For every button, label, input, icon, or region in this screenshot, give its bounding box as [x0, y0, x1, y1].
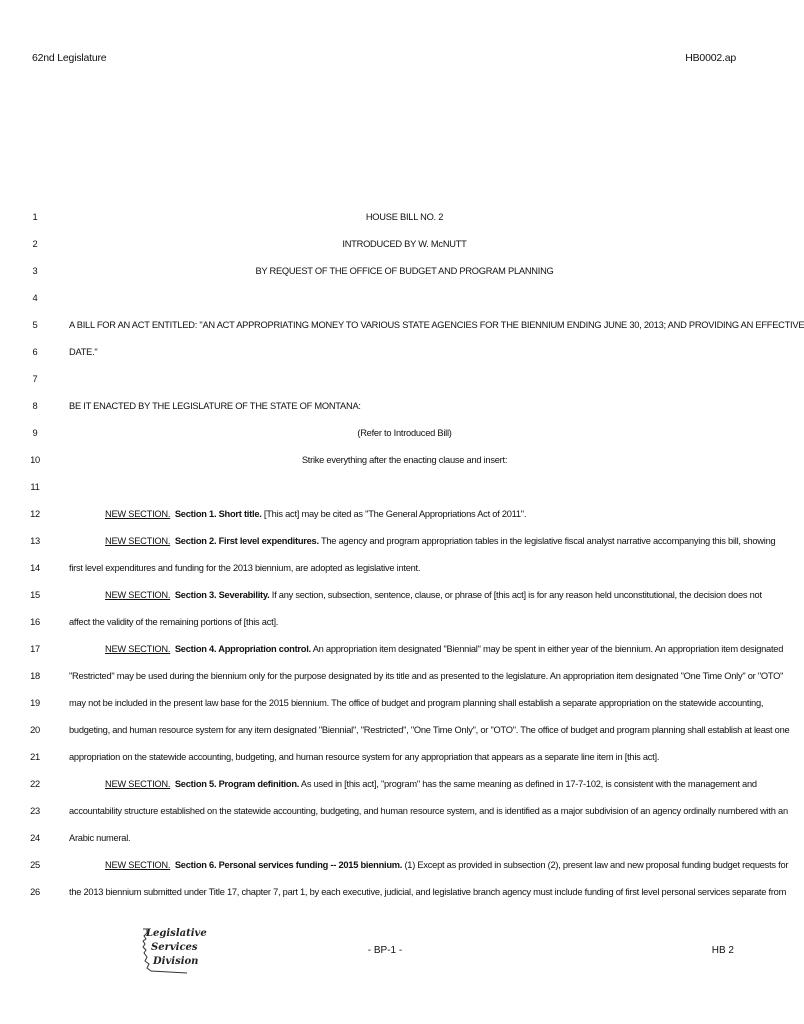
section-text: the 2013 biennium submitted under Title 17, chapter 7, part 1, by each executive, judicial, and legislative branch agency must include funding of first level personal services separate from [69, 887, 787, 897]
line-15 [0, 590, 770, 604]
section-text: As used in [this act], "program" has the same meaning as defined in 17-7-102, is consistent with the management and [299, 779, 757, 789]
line-number: 3 [32, 266, 38, 276]
line-number: 11 [30, 482, 40, 492]
line-18 [0, 671, 784, 685]
line-number: 4 [32, 293, 38, 303]
section-heading: Section 3. Severability. [174, 590, 270, 600]
line-24 [0, 833, 770, 847]
section-text: accountability structure established on the statewide accounting, budgeting, and human resource system, and is identified as a major subdivision of an agency ordinally numbered with an [69, 806, 788, 816]
line-number: 1 [32, 212, 38, 222]
section-text: appropriation on the statewide accounting, budgeting, and human resource system for any appropriation that appears as a separate line item in [this act]. [69, 752, 660, 762]
line-number: 19 [30, 698, 40, 708]
logo-line-3: Division [153, 956, 199, 967]
line-number: 21 [30, 752, 40, 762]
line-number: 12 [30, 509, 40, 519]
line-21 [0, 752, 770, 766]
line-number: 15 [30, 590, 40, 600]
line-13 [0, 536, 776, 550]
act-title-text: A BILL FOR AN ACT ENTITLED: "AN ACT APPROPRIATING MONEY TO VARIOUS STATE AGENCIES FOR THE BIENNIUM ENDING JUNE 30, 2013; AND PROVIDING AN EFFECTIVE [69, 320, 804, 330]
section-text: first level expenditures and funding for the 2013 biennium, are adopted as legislative intent. [69, 563, 421, 573]
new-section-label: NEW SECTION. [105, 860, 171, 870]
new-section-label: NEW SECTION. [105, 509, 171, 519]
line-number: 24 [30, 833, 40, 843]
line-12 [0, 509, 770, 523]
file-id-header: HB0002.ap [685, 52, 736, 64]
introduced-by: INTRODUCED BY W. McNUTT [342, 239, 467, 249]
section-heading: Section 5. Program definition. [174, 779, 300, 789]
line-number: 14 [30, 563, 40, 573]
line-5 [0, 320, 804, 334]
section-text: If any section, subsection, sentence, clause, or phrase of [this act] is for any reason held unconstitutional, the decision does not [269, 590, 762, 600]
line-number: 10 [30, 455, 40, 465]
line-number: 8 [32, 401, 38, 411]
section-text: budgeting, and human resource system for any item designated "Biennial", "Restricted", "One Time Only", or "OTO". The office of budget and program planning shall establish at least one [69, 725, 790, 735]
act-title-text: DATE." [69, 347, 98, 357]
line-11 [0, 482, 770, 496]
section-text: (1) Except as provided in subsection (2), present law and new proposal funding budget requests for [402, 860, 789, 870]
section-3 [105, 590, 762, 600]
line-7 [0, 374, 770, 388]
section-heading: Section 6. Personal services funding -- 2015 biennium. [174, 860, 403, 870]
section-text: affect the validity of the remaining portions of [this act]. [69, 617, 279, 627]
line-number: 9 [32, 428, 38, 438]
section-text: Arabic numeral. [69, 833, 131, 843]
line-number: 13 [30, 536, 40, 546]
line-4 [0, 293, 770, 307]
line-10 [0, 455, 770, 469]
line-number: 16 [30, 617, 40, 627]
logo-line-1: Legislative [146, 928, 207, 939]
line-number: 26 [30, 887, 40, 897]
line-9 [0, 428, 770, 442]
section-4 [105, 644, 784, 654]
line-number: 23 [30, 806, 40, 816]
bill-title: HOUSE BILL NO. 2 [365, 212, 444, 222]
refer-note: (Refer to Introduced Bill) [357, 428, 452, 438]
section-6 [105, 860, 789, 870]
amendment-instruction: Strike everything after the enacting clause and insert: [301, 455, 508, 465]
line-8 [0, 401, 770, 415]
section-text: [This act] may be cited as "The General Appropriations Act of 2011". [261, 509, 527, 519]
section-text: The agency and program appropriation tables in the legislative fiscal analyst narrative accompanying this bill, showing [318, 536, 776, 546]
line-20 [0, 725, 790, 739]
line-number: 25 [30, 860, 40, 870]
line-1 [0, 212, 770, 226]
section-2 [105, 536, 776, 546]
page-number: - BP-1 - [367, 945, 403, 956]
line-17 [0, 644, 784, 658]
line-number: 18 [30, 671, 40, 681]
legislature-header: 62nd Legislature [32, 52, 107, 64]
line-3 [0, 266, 770, 280]
line-14 [0, 563, 770, 577]
section-text: An appropriation item designated "Biennial" may be spent in either year of the biennium. An appropriation item designated [310, 644, 784, 654]
section-1 [105, 509, 740, 519]
line-number: 17 [30, 644, 40, 654]
line-23 [0, 806, 788, 820]
section-5 [105, 779, 757, 789]
new-section-label: NEW SECTION. [105, 644, 171, 654]
line-number: 6 [32, 347, 38, 357]
bill-number-footer: HB 2 [711, 945, 734, 956]
line-number: 5 [32, 320, 38, 330]
section-heading: Section 2. First level expenditures. [174, 536, 319, 546]
logo-line-2: Services [151, 942, 198, 953]
section-text: may not be included in the present law base for the 2015 biennium. The office of budget and program planning shall establish a separate appropriation on the statewide accounting, [69, 698, 764, 708]
line-25 [0, 860, 789, 874]
enacting-clause: BE IT ENACTED BY THE LEGISLATURE OF THE STATE OF MONTANA: [69, 401, 361, 411]
by-request-of: BY REQUEST OF THE OFFICE OF BUDGET AND PROGRAM PLANNING [255, 266, 554, 276]
section-heading: Section 1. Short title. [174, 509, 262, 519]
line-number: 2 [32, 239, 38, 249]
line-26 [0, 887, 787, 901]
line-number: 22 [30, 779, 40, 789]
line-6 [0, 347, 770, 361]
line-22 [0, 779, 770, 793]
line-number: 20 [30, 725, 40, 735]
line-16 [0, 617, 770, 631]
line-19 [0, 698, 770, 712]
new-section-label: NEW SECTION. [105, 590, 171, 600]
line-2 [0, 239, 770, 253]
section-heading: Section 4. Appropriation control. [174, 644, 311, 654]
section-text: "Restricted" may be used during the biennium only for the purpose designated by its title and as presented to the legislature. An appropriation item designated "One Time Only" or "OTO" [69, 671, 784, 681]
line-number: 7 [32, 374, 38, 384]
new-section-label: NEW SECTION. [105, 536, 171, 546]
new-section-label: NEW SECTION. [105, 779, 171, 789]
